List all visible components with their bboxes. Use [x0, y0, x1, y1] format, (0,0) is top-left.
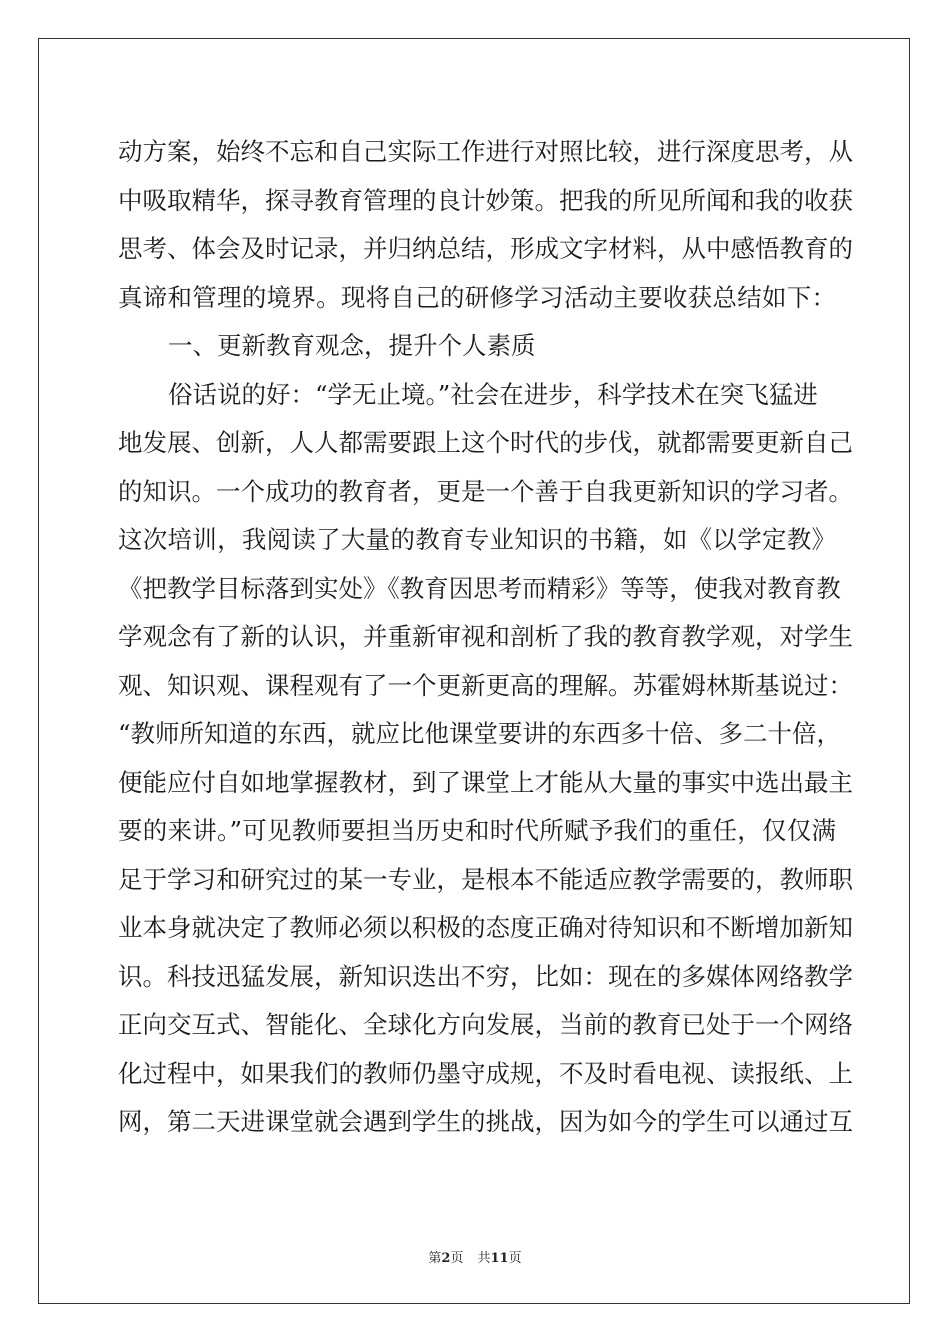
text-line: 识。科技迅猛发展，新知识迭出不穷，比如：现在的多媒体网络教学: [118, 961, 853, 991]
text-line: 地发展、创新，人人都需要跟上这个时代的步伐，就都需要更新自己: [118, 428, 853, 457]
total-pages: 11: [490, 1251, 509, 1266]
total-suffix: 页: [508, 1251, 522, 1266]
text-line: 动方案，始终不忘和自己实际工作进行对照比较，进行深度思考，从: [118, 137, 853, 166]
page-footer: [0, 1247, 950, 1266]
text-line: 学观念有了新的认识，并重新审视和剖析了我的教育教学观，对学生: [118, 622, 853, 651]
text-line: 真谛和管理的境界。现将自己的研修学习活动主要收获总结如下：: [118, 282, 836, 312]
text-line: 思考、体会及时记录，并归纳总结，形成文字材料，从中感悟教育的: [118, 234, 853, 263]
text-line: “教师所知道的东西，就应比他课堂要讲的东西多十倍、多二十倍，: [118, 719, 842, 748]
text-line: 化过程中，如果我们的教师仍墨守成规，不及时看电视、读报纸、上: [118, 1058, 853, 1088]
page-number: 2: [441, 1251, 451, 1266]
document-body: [118, 128, 853, 1147]
page-suffix: 页: [450, 1251, 464, 1266]
text-line: 正向交互式、智能化、全球化方向发展，当前的教育已处于一个网络: [118, 1010, 853, 1039]
text-line: 网，第二天进课堂就会遇到学生的挑战，因为如今的学生可以通过互: [118, 1107, 853, 1136]
total-prefix: 共: [477, 1251, 491, 1266]
text-line: 的知识。一个成功的教育者，更是一个善于自我更新知识的学习者。: [118, 476, 853, 506]
text-line: 中吸取精华，探寻教育管理的良计妙策。把我的所见所闻和我的收获: [118, 185, 853, 215]
text-line: 这次培训，我阅读了大量的教育专业知识的书籍，如《以学定教》: [118, 525, 836, 554]
section-heading: 一、更新教育观念，提升个人素质: [168, 331, 536, 360]
text-line: 要的来讲。”可见教师要担当历史和时代所赋予我们的重任，仅仅满: [118, 816, 836, 845]
text-line: 俗话说的好：“学无止境。”社会在进步，科学技术在突飞猛进: [168, 379, 818, 409]
text-line: 《把教学目标落到实处》《教育因思考而精彩》等等，使我对教育教: [118, 573, 841, 603]
text-line: 观、知识观、课程观有了一个更新更高的理解。苏霍姆林斯基说过：: [118, 670, 853, 700]
text-line: 足于学习和研究过的某一专业，是根本不能适应教学需要的，教师职: [118, 864, 853, 894]
page-prefix: 第: [428, 1251, 442, 1266]
text-line: 便能应付自如地掌握教材，到了课堂上才能从大量的事实中选出最主: [118, 767, 853, 797]
text-line: 业本身就决定了教师必须以积极的态度正确对待知识和不断增加新知: [118, 913, 853, 942]
